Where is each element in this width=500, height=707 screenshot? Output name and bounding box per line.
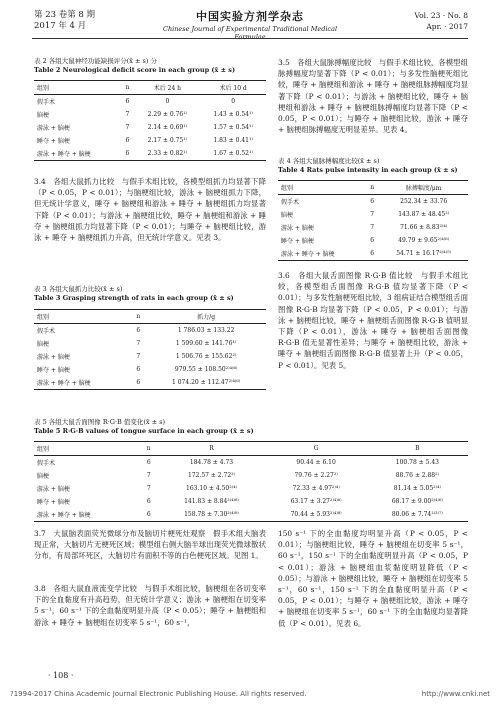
table2-cell: 6 xyxy=(120,147,134,161)
table5-col-header: B xyxy=(367,442,468,456)
table3-cell: 7 xyxy=(136,340,141,347)
date-en: Apr. · 2017 xyxy=(426,22,468,31)
table4 xyxy=(278,180,468,261)
table2-col-header: 组别 xyxy=(34,81,120,95)
date-cn: 2017 年 4 月 xyxy=(34,21,87,31)
table-row xyxy=(278,247,468,261)
table3-cell: 6 xyxy=(130,376,146,390)
section-3-4: 3.4 各组大鼠抓力比较 与假手术组比较，各模型组抓力均显著下降（P < 0.05，P < 0.01）；与脑梗组比较，游泳 + 脑梗组抓力下降，但无统计学意义，睡夺 + 脑梗组和游泳 + 睡夺 + 脑梗组抓力均显著下降（P < 0.01）；与游泳 + 脑梗组比较，睡夺 + 脑梗组和游泳 + 睡夺 + 脑梗组抓力均显著下降（P < 0.01）；与睡夺 + 脑梗组比较，游泳 + 睡夺 + 脑梗组抓力升高，但无统计学意义。见表 3。 xyxy=(34,177,266,243)
table5-header-row xyxy=(34,442,468,456)
page-number: · 108 · xyxy=(48,671,74,680)
section-3-5: 3.5 各组大鼠脉搏幅度比较 与假手术组比较，各模型组脉搏幅度均显著下降（P < 0.01）；与多发性脑梗死组比较，睡夺 + 脑梗组和游泳 + 睡夺 + 脑梗组脉搏幅度均显著下降（P < 0.01）；与游泳 + 脑梗组比较，睡夺 + 脑梗组和游泳 + 睡夺 + 脑梗组脉搏幅度均显著下降（P < 0.05，P < 0.01）；与睡夺 + 脑梗组比较，游泳 + 睡夺 + 脑梗组脉搏幅度无明显差异。见表 4。 xyxy=(278,58,468,135)
section-3-8-continued: 150 s⁻¹ 下的全血黏度均明显升高（P < 0.05，P < 0.01）；与脑梗组比较，睡夺 + 脑梗组在切变率 5 s⁻¹，60 s⁻¹，150 s⁻¹ 下的全血黏度明显升高（P < 0.05，P < 0.01）；游泳 + 脑梗组血浆黏度明显降低（P < 0.05）；与游泳 + 脑梗组比较，睡夺 + 脑梗组在切变率 5 s⁻¹，60 s⁻¹，150 s⁻¹ 下的全血黏度明显升高（P < 0.05，P < 0.01）；与睡夺 + 脑梗组比较，游泳 + 睡夺 + 脑梗组在切变率 5 s⁻¹，60 s⁻¹ 下的全血黏度均显著降低（P < 0.01）。见表 6。 xyxy=(278,529,468,628)
table4-cell: 252.34 ± 33.76 xyxy=(400,198,448,205)
table5-col-header: G xyxy=(266,442,367,456)
table2 xyxy=(34,80,266,161)
table-row xyxy=(278,221,468,234)
table5-col-header: n xyxy=(140,442,158,456)
table4-cell: 6 xyxy=(370,198,375,205)
header-volume-en xyxy=(414,10,468,32)
table2-cell: 睡夺 + 脑梗 xyxy=(37,138,70,145)
table2-caption-en: Table 2 Neurological deficit score in each group (x̄ ± s) xyxy=(34,66,236,74)
table5-cell: 88.76 ± 2.88²⁾ xyxy=(395,472,439,479)
table5-cell: 80.06 ± 7.74²⁾³⁾⁷⁾ xyxy=(367,508,468,522)
table-row xyxy=(278,234,468,247)
table5-cell: 184.78 ± 4.73 xyxy=(189,459,234,466)
table4-cell: 脑梗 xyxy=(281,212,294,219)
table3-cell: 睡夺 + 脑梗 xyxy=(37,367,70,374)
table3 xyxy=(34,309,266,390)
table5-cell: 7 xyxy=(146,485,151,492)
table3-cell: 游泳 + 脑梗 xyxy=(37,354,70,361)
table5-cell: 68.17 ± 9.00²⁾⁴⁾⁶⁾ xyxy=(391,498,443,505)
table4-col-header: 组别 xyxy=(278,181,365,195)
table2-col-header: n xyxy=(120,81,134,95)
table5-cell: 100.78 ± 5.43 xyxy=(395,459,439,466)
table2-cell: 1.57 ± 0.54¹⁾ xyxy=(213,124,253,131)
table4-col-header: 脉搏幅度/μm xyxy=(379,181,468,195)
footer xyxy=(0,690,500,698)
table2-col-header: 术后 24 h xyxy=(135,81,201,95)
table2-cell: 游泳 + 睡夺 + 脑梗 xyxy=(34,147,120,161)
table5-cell: 游泳 + 睡夺 + 脑梗 xyxy=(34,508,140,522)
table-row xyxy=(34,95,266,109)
table4-caption-cn: 表 4 各组大鼠脉搏幅度比较(x̄ ± s) xyxy=(278,157,380,165)
header-rule xyxy=(32,38,468,39)
footer-copyright: ?1994-2017 China Academic Journal Electronic Publishing House. All rights reserved. xyxy=(10,690,307,698)
table-row xyxy=(34,350,266,363)
table3-caption-cn: 表 3 各组大鼠抓力比较(x̄ ± s) xyxy=(34,285,123,293)
table2-cell: 脑梗 xyxy=(37,112,50,119)
section-3-6: 3.6 各组大鼠舌面图像 R·G·B 值比较 与假手术组比较，各模型组舌面图像 R·G·B 值均显著下降（P < 0.01）；与多发性脑梗死组比较，3 组病证结合模型组舌面图像 R·G·B 均显著下降（P < 0.05，P < 0.01）；与游泳 + 脑梗组比较，睡夺 + 脑梗组舌面图像 R·G·B 值明显下降（P < 0.01），游泳 + 睡夺 + 脑梗组舌面图像 R·G·B 值无显著性差异；与睡夺 + 脑梗组比较，游泳 + 睡夺 + 脑梗组舌面图像 R·G·B 值显著上升（P < 0.05，P < 0.01）。见表 5。 xyxy=(278,271,468,370)
table5-cell: 172.57 ± 2.72²⁾ xyxy=(187,472,236,479)
table3-caption-en: Table 3 Grasping strength of rats in each group (x̄ ± s) xyxy=(34,294,234,302)
table-row xyxy=(34,495,468,508)
table3-col-header: 抓力/g xyxy=(146,310,266,324)
table3-cell: 7 xyxy=(136,353,141,360)
table3-cell: 6 xyxy=(136,366,141,373)
table4-cell: 游泳 + 脑梗 xyxy=(281,225,314,232)
section-3-8: 3.8 各组大鼠血液流变学比较 与假手术组比较，脑梗组在各切变率下的全血黏度有升高趋势，但无统计学意义；游泳 + 脑梗组在切变率 5 s⁻¹，60 s⁻¹ 下的全血黏度明显升高（P < 0.05）；睡夺 + 脑梗组和游泳 + 睡夺 + 脑梗组在切变率 5 s⁻¹，60 s⁻¹， xyxy=(34,584,266,627)
table5 xyxy=(34,441,468,522)
table2-cell: 0 xyxy=(231,98,236,105)
table-row xyxy=(278,208,468,221)
table3-cell: 游泳 + 睡夺 + 脑梗 xyxy=(34,376,130,390)
table3-cell: 假手术 xyxy=(37,328,56,335)
table2-caption-cn: 表 2 各组大鼠神经功能缺损评分(x̄ ± s) 分 xyxy=(34,57,157,65)
table2-cell: 1.67 ± 0.52¹⁾ xyxy=(200,147,266,161)
table3-cell: 1 074.20 ± 112.47²⁾⁴⁾⁶⁾ xyxy=(146,376,266,390)
table2-cell: 2.29 ± 0.76¹⁾ xyxy=(147,111,188,118)
table5-col-header: R xyxy=(158,442,266,456)
table2-cell: 1.83 ± 0.41¹⁾ xyxy=(213,137,253,144)
header-volume-cn xyxy=(34,10,95,32)
table3-cell: 1 506.76 ± 155.62²⁾ xyxy=(175,353,237,360)
table-row xyxy=(34,134,266,147)
table4-header-row xyxy=(278,181,468,195)
journal-title xyxy=(150,8,350,41)
table5-cell: 70.44 ± 5.93²⁾⁴⁾⁸⁾ xyxy=(266,508,367,522)
table-row xyxy=(34,337,266,350)
table4-cell: 71.66 ± 8.83²⁾⁴⁾ xyxy=(400,224,448,231)
table2-cell: 2.14 ± 0.69¹⁾ xyxy=(147,124,188,131)
table-row xyxy=(34,482,468,495)
table2-cell: 6 xyxy=(125,98,130,105)
table5-cell: 163.10 ± 4.50²⁾⁴⁾ xyxy=(186,485,237,492)
table3-header-row xyxy=(34,310,266,324)
table5-cell: 游泳 + 脑梗 xyxy=(37,486,70,493)
table-row xyxy=(34,508,468,522)
table5-cell: 假手术 xyxy=(37,460,56,467)
table5-cell: 141.83 ± 8.84²⁾⁴⁾⁶⁾ xyxy=(184,498,239,505)
table5-cell: 158.78 ± 7.30²⁾⁴⁾⁸⁾ xyxy=(158,508,266,522)
table5-cell: 6 xyxy=(146,498,151,505)
table5-cell: 63.17 ± 3.27²⁾⁴⁾⁶⁾ xyxy=(290,498,342,505)
volume-issue-en: Vol. 23 · No. 8 xyxy=(414,11,468,20)
table-row xyxy=(278,195,468,209)
table-row xyxy=(34,108,266,121)
table2-cell: 游泳 + 脑梗 xyxy=(37,125,70,132)
table4-cell: 7 xyxy=(370,224,375,231)
table3-cell: 1 599.60 ± 141.76¹⁾ xyxy=(175,340,237,347)
table4-caption-en: Table 4 Rats pulse intensity in each group (x̄ ± s) xyxy=(278,166,458,174)
table4-cell: 7 xyxy=(370,211,375,218)
table3-col-header: n xyxy=(130,310,146,324)
table2-cell: 2.33 ± 0.82¹⁾ xyxy=(135,147,201,161)
table2-col-header: 术后 10 d xyxy=(200,81,266,95)
table4-cell: 6 xyxy=(370,237,375,244)
table4-cell: 假手术 xyxy=(281,199,300,206)
table4-caption xyxy=(278,157,468,175)
table-row xyxy=(34,147,266,161)
table3-cell: 1 786.03 ± 133.22 xyxy=(177,327,235,334)
table2-cell: 7 xyxy=(125,124,130,131)
table-row xyxy=(34,376,266,390)
table3-caption xyxy=(34,285,266,303)
table5-cell: 90.44 ± 6.10 xyxy=(296,459,336,466)
table3-cell: 979.55 ± 108.50²⁾⁴⁾⁶⁾ xyxy=(174,366,238,373)
table2-cell: 0 xyxy=(165,98,170,105)
table5-cell: 72.33 ± 4.97²⁾⁴⁾ xyxy=(292,485,340,492)
table5-cell: 脑梗 xyxy=(37,473,50,480)
table3-col-header: 组别 xyxy=(34,310,130,324)
table5-cell: 6 xyxy=(140,508,158,522)
table2-caption xyxy=(34,57,266,75)
volume-issue-cn: 第 23 卷第 8 期 xyxy=(34,10,96,20)
table5-caption-en: Table 5 R·G·B values of tongue surface in each group (x̄ ± s) xyxy=(34,427,254,435)
table5-cell: 79.76 ± 2.27²⁾ xyxy=(294,472,338,479)
table2-cell: 7 xyxy=(125,111,130,118)
section-3-7: 3.7 大鼠脑表面荧光微球分布及脑切片梗死灶观察 假手术组大脑表现正常，大脑切片无梗死区域；模型组右侧大脑半球出现荧光微球散状分布，有局部坏死区，大脑切片有面积不等的白色梗死区域。见图 1。 xyxy=(34,529,266,561)
table4-cell: 游泳 + 睡夺 + 脑梗 xyxy=(278,247,365,261)
table2-cell: 6 xyxy=(125,137,130,144)
table5-cell: 81.14 ± 5.05²⁾⁴⁾ xyxy=(393,485,441,492)
table2-cell: 2.17 ± 0.75¹⁾ xyxy=(147,137,188,144)
table5-cell: 睡夺 + 脑梗 xyxy=(37,499,70,506)
table3-cell: 6 xyxy=(136,327,141,334)
table5-cell: 7 xyxy=(146,472,151,479)
table2-header-row xyxy=(34,81,266,95)
table4-cell: 6 xyxy=(365,247,379,261)
table2-cell: 1.43 ± 0.54¹⁾ xyxy=(213,111,253,118)
table-row xyxy=(34,363,266,376)
table5-caption xyxy=(34,418,468,436)
table5-col-header: 组别 xyxy=(34,442,140,456)
table4-cell: 睡夺 + 脑梗 xyxy=(281,238,314,245)
table-row xyxy=(34,324,266,338)
footer-url: http://www.cnki.net xyxy=(421,690,490,698)
journal-title-cn: 中国实验方剂学杂志 xyxy=(196,10,304,23)
table5-caption-cn: 表 5 各组大鼠舌面图像 R·G·B 值变化(x̄ ± s) xyxy=(34,418,166,426)
table3-cell: 脑梗 xyxy=(37,341,50,348)
table4-cell: 143.87 ± 48.45²⁾ xyxy=(398,211,450,218)
table2-cell: 假手术 xyxy=(37,99,56,106)
table5-cell: 6 xyxy=(146,459,151,466)
table4-cell: 49.79 ± 9.65²⁾⁴⁾⁶⁾ xyxy=(398,237,450,244)
table-row xyxy=(34,469,468,482)
table4-col-header: n xyxy=(365,181,379,195)
table-row xyxy=(34,456,468,470)
table4-cell: 54.71 ± 16.17²⁾⁴⁾⁵⁾ xyxy=(379,247,468,261)
table-row xyxy=(34,121,266,134)
journal-title-en: Chinese Journal of Experimental Traditional Medical Formulae xyxy=(162,25,338,41)
